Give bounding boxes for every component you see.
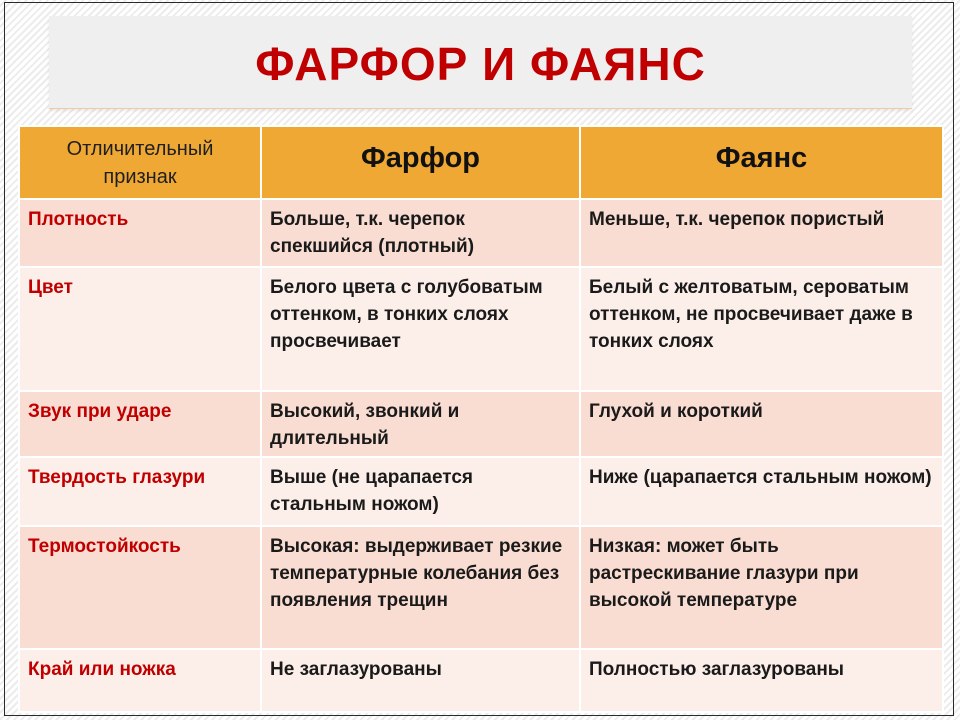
porcelain-cell: Белого цвета с голубоватым оттенком, в тонких слоях просвечивает — [261, 267, 580, 391]
table-row — [19, 267, 943, 391]
table-row — [19, 391, 943, 457]
faience-cell: Низкая: может быть растрескивание глазури при высокой температуре — [580, 526, 943, 649]
comparison-table — [18, 125, 944, 713]
row-attribute: Термостойкость — [19, 526, 261, 649]
porcelain-cell: Высокий, звонкий и длительный — [261, 391, 580, 457]
comparison-table-container — [18, 125, 942, 711]
faience-cell: Полностью заглазурованы — [580, 649, 943, 712]
header-faience: Фаянс — [580, 126, 943, 199]
porcelain-cell: Высокая: выдерживает резкие температурные колебания без появления трещин — [261, 526, 580, 649]
row-attribute: Край или ножка — [19, 649, 261, 712]
porcelain-cell: Не заглазурованы — [261, 649, 580, 712]
faience-cell: Меньше, т.к. черепок пористый — [580, 199, 943, 267]
row-attribute: Цвет — [19, 267, 261, 391]
header-attribute: Отличительный признак — [19, 126, 261, 199]
faience-cell: Ниже (царапается стальным ножом) — [580, 457, 943, 526]
table-row — [19, 457, 943, 526]
faience-cell: Глухой и короткий — [580, 391, 943, 457]
faience-cell: Белый с желтоватым, сероватым оттенком, не просвечивает даже в тонких слоях — [580, 267, 943, 391]
row-attribute: Звук при ударе — [19, 391, 261, 457]
row-attribute: Плотность — [19, 199, 261, 267]
table-row — [19, 649, 943, 712]
page-title: ФАРФОР И ФАЯНС — [255, 38, 706, 90]
header-porcelain: Фарфор — [261, 126, 580, 199]
table-row — [19, 526, 943, 649]
table-row — [19, 199, 943, 267]
porcelain-cell: Выше (не царапается стальным ножом) — [261, 457, 580, 526]
porcelain-cell: Больше, т.к. черепок спекшийся (плотный) — [261, 199, 580, 267]
table-header-row — [19, 126, 943, 199]
title-banner — [49, 16, 912, 109]
row-attribute: Твердость глазури — [19, 457, 261, 526]
